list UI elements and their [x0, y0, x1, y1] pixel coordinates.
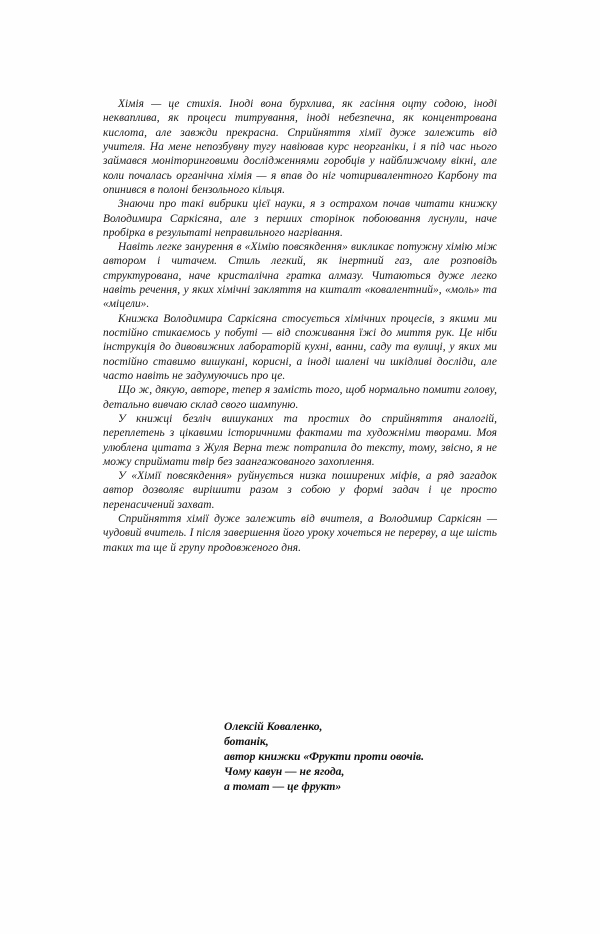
- paragraph: Навіть легке занурення в «Хімію повсякдення» викликає потужну хімію між автором і читачем. Стиль легкий, як інертний газ, але розповідь структурована, наче кристалічна гратка алмазу. Читаються дуже легко навіть речення, у яких хімічні закляття на кшталт «ковалентний», «моль» та «міцели».: [103, 241, 497, 311]
- signature-author-role: ботанік,: [224, 735, 269, 749]
- paragraph: Хімія — це стихія. Іноді вона бурхлива, як гасіння оцту содою, іноді некваплива, як процеси титрування, іноді небезпечна, як концентрована кислота, але завжди прекрасна. Сприйняття хімії дуже залежить від учителя. На мене непозбувну тугу навіював курс неорганіки, і я під час нього займався моніторинговими дослідженнями горобців у найближчому вікні, але коли почалась органічна хімія — я впав до ніг чотиривалентного Карбону та опинився в полоні бензольного кільця.: [103, 98, 497, 196]
- signature-author-name: Олексій Коваленко,: [224, 720, 323, 733]
- signature-book-title-line-3: а томат — це фрукт»: [224, 780, 342, 794]
- foreword-text-block: [103, 97, 497, 555]
- paragraph: У книжці безліч вишуканих та простих до сприйняття аналогій, переплетень з цікавими історичними фактами та художніми творами. Моя улюблена цитата з Жуля Верна теж потрапила до тексту, тому, звісно, я не можу сприймати твір без заангажованого захоплення.: [103, 412, 497, 468]
- paragraph: Книжка Володимира Саркісяна стосується хімічних процесів, з якими ми постійно стикаємось у побуті — від споживання їжі до миття рук. Це ніби інструкція до дивовижних лабораторій кухні, ванни, саду та вулиці, у яких ми постійно ставимо вишукані, корисні, а іноді шалені чи шкідливі досліди, але часто навіть не задумуючись про це.: [103, 312, 497, 382]
- signature-book-title-line-1: автор книжки «Фрукти проти овочів.: [224, 750, 424, 764]
- paragraph: Що ж, дякую, авторе, тепер я замість того, щоб нормально помити голову, детально вивчаю склад свого шампуню.: [103, 384, 497, 411]
- paragraph: Знаючи про такі вибрики цієї науки, я з острахом почав читати книжку Володимира Саркісяна, але з перших сторінок побоювання луснули, наче пробірка в результаті неправильного нагрівання.: [103, 198, 497, 239]
- paragraph: У «Хімії повсякдення» руйнується низка поширених міфів, а ряд загадок автор дозволяє вирішити разом з собою у формі задач і це просто перенасичений захват.: [103, 470, 497, 511]
- signature-book-title-line-2: Чому кавун — не ягода,: [224, 765, 345, 779]
- paragraph: Сприйняття хімії дуже залежить від вчителя, а Володимир Саркісян — чудовий вчитель. І після завершення його уроку хочеться не перерву, а ще шість таких та ще й групу продовженого дня.: [103, 513, 497, 554]
- signature-block: [224, 719, 524, 794]
